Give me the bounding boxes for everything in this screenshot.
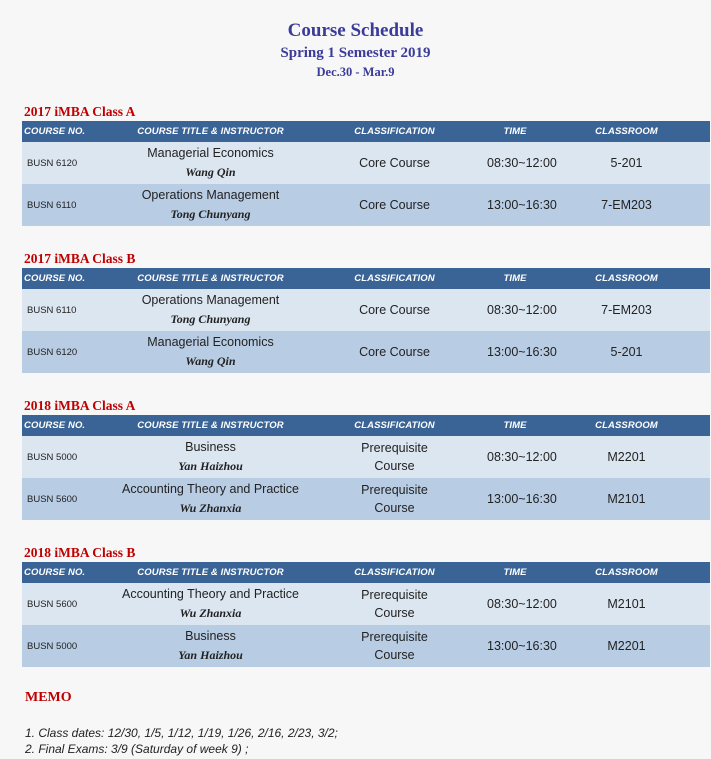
table-row (22, 142, 710, 184)
classification-cell (302, 142, 487, 184)
classification-cell (302, 331, 487, 373)
table-header-row (22, 415, 710, 436)
classification-cell (302, 184, 487, 226)
date-range: Dec.30 - Mar.9 (316, 65, 395, 79)
section-title: 2017 iMBA Class B (24, 251, 136, 266)
classroom: 5-201 (610, 345, 643, 359)
classroom: M2201 (607, 639, 646, 653)
classification-text: Prerequisite (361, 630, 428, 644)
classification-text: Course (374, 606, 415, 620)
memo-title: MEMO (25, 690, 72, 705)
section-title: 2018 iMBA Class B (24, 545, 136, 560)
instructor-name: Tong Chunyang (170, 207, 251, 221)
class-time: 08:30~12:00 (487, 303, 557, 317)
course-number: BUSN 5600 (27, 493, 78, 505)
table-row (22, 625, 710, 667)
page-subtitle: Spring 1 Semester 2019 (280, 45, 431, 61)
table-header-row (22, 268, 710, 289)
course-cell (119, 184, 302, 226)
course-cell (119, 625, 302, 667)
classification-cell (302, 436, 487, 478)
class-time: 13:00~16:30 (487, 639, 557, 653)
schedule-table (22, 121, 710, 226)
column-header: CLASSROOM (595, 126, 658, 137)
schedule-section (22, 250, 710, 373)
column-header: COURSE TITLE & INSTRUCTOR (137, 126, 284, 137)
instructor-name: Yan Haizhou (178, 459, 243, 473)
column-header: CLASSIFICATION (354, 420, 435, 431)
course-title: Operations Management (141, 293, 280, 307)
table-header-row (22, 562, 710, 583)
class-time: 08:30~12:00 (487, 450, 557, 464)
table-row (22, 184, 710, 226)
course-cell (119, 331, 302, 373)
column-header: CLASSROOM (595, 567, 658, 578)
course-number: BUSN 6120 (27, 157, 78, 169)
classification-text: Core Course (359, 303, 430, 317)
course-number: BUSN 5000 (27, 451, 78, 463)
class-time: 08:30~12:00 (487, 156, 557, 170)
column-header: CLASSROOM (595, 420, 658, 431)
column-header: COURSE NO. (24, 126, 86, 137)
course-number: BUSN 6120 (27, 346, 78, 358)
classification-text: Core Course (359, 198, 430, 212)
instructor-name: Wang Qin (185, 165, 236, 179)
course-cell (119, 478, 302, 520)
course-title: Operations Management (141, 188, 280, 202)
schedule-section (22, 544, 710, 667)
classification-text: Prerequisite (361, 441, 428, 455)
schedule-section (22, 103, 710, 226)
classification-cell (302, 625, 487, 667)
course-title: Business (185, 440, 236, 454)
course-cell (119, 436, 302, 478)
classification-text: Core Course (359, 156, 430, 170)
column-header: COURSE NO. (24, 420, 86, 431)
page-title: Course Schedule (287, 20, 424, 41)
memo-line: 1. Class dates: 12/30, 1/5, 1/12, 1/19, 1/26, 2/16, 2/23, 3/2; (25, 726, 338, 740)
column-header: CLASSIFICATION (354, 126, 435, 137)
classroom: 7-EM203 (601, 303, 652, 317)
classroom: M2201 (607, 450, 646, 464)
column-header: CLASSIFICATION (354, 273, 435, 284)
table-row (22, 436, 710, 478)
column-header: COURSE TITLE & INSTRUCTOR (137, 273, 284, 284)
column-header: TIME (503, 273, 527, 284)
classification-cell (302, 583, 487, 625)
instructor-name: Wang Qin (185, 354, 236, 368)
classroom: 5-201 (610, 156, 643, 170)
table-row (22, 583, 710, 625)
instructor-name: Wu Zhanxia (179, 501, 242, 515)
class-time: 13:00~16:30 (487, 492, 557, 506)
classroom: M2101 (607, 492, 646, 506)
classification-text: Course (374, 648, 415, 662)
column-header: COURSE TITLE & INSTRUCTOR (137, 567, 284, 578)
table-row (22, 289, 710, 331)
classification-text: Course (374, 459, 415, 473)
classification-text: Prerequisite (361, 588, 428, 602)
course-number: BUSN 5600 (27, 598, 78, 610)
column-header: TIME (503, 567, 527, 578)
column-header: COURSE NO. (24, 567, 86, 578)
column-header: CLASSROOM (595, 273, 658, 284)
classroom: M2101 (607, 597, 646, 611)
table-row (22, 478, 710, 520)
classroom: 7-EM203 (601, 198, 652, 212)
column-header: CLASSIFICATION (354, 567, 435, 578)
memo-line: 2. Final Exams: 3/9 (Saturday of week 9) ; (25, 742, 249, 756)
classification-cell (302, 289, 487, 331)
schedule-table (22, 415, 710, 520)
instructor-name: Tong Chunyang (170, 312, 251, 326)
column-header: COURSE TITLE & INSTRUCTOR (137, 420, 284, 431)
course-title: Accounting Theory and Practice (122, 482, 299, 496)
column-header: COURSE NO. (24, 273, 86, 284)
course-number: BUSN 6110 (27, 304, 77, 316)
instructor-name: Wu Zhanxia (179, 606, 242, 620)
classification-text: Course (374, 501, 415, 515)
column-header: TIME (503, 420, 527, 431)
schedule-section (22, 397, 710, 520)
classification-cell (302, 478, 487, 520)
classification-text: Prerequisite (361, 483, 428, 497)
section-title: 2018 iMBA Class A (24, 398, 136, 413)
course-title: Managerial Economics (147, 335, 274, 349)
course-title: Accounting Theory and Practice (122, 587, 299, 601)
class-time: 08:30~12:00 (487, 597, 557, 611)
course-title: Business (185, 629, 236, 643)
schedule-table (22, 268, 710, 373)
class-time: 13:00~16:30 (487, 345, 557, 359)
table-row (22, 331, 710, 373)
table-header-row (22, 121, 710, 142)
course-cell (119, 142, 302, 184)
classification-text: Core Course (359, 345, 430, 359)
instructor-name: Yan Haizhou (178, 648, 243, 662)
section-title: 2017 iMBA Class A (24, 104, 136, 119)
class-time: 13:00~16:30 (487, 198, 557, 212)
course-title: Managerial Economics (147, 146, 274, 160)
course-cell (119, 289, 302, 331)
column-header: TIME (503, 126, 527, 137)
schedule-table (22, 562, 710, 667)
course-number: BUSN 6110 (27, 199, 77, 211)
course-cell (119, 583, 302, 625)
course-number: BUSN 5000 (27, 640, 78, 652)
